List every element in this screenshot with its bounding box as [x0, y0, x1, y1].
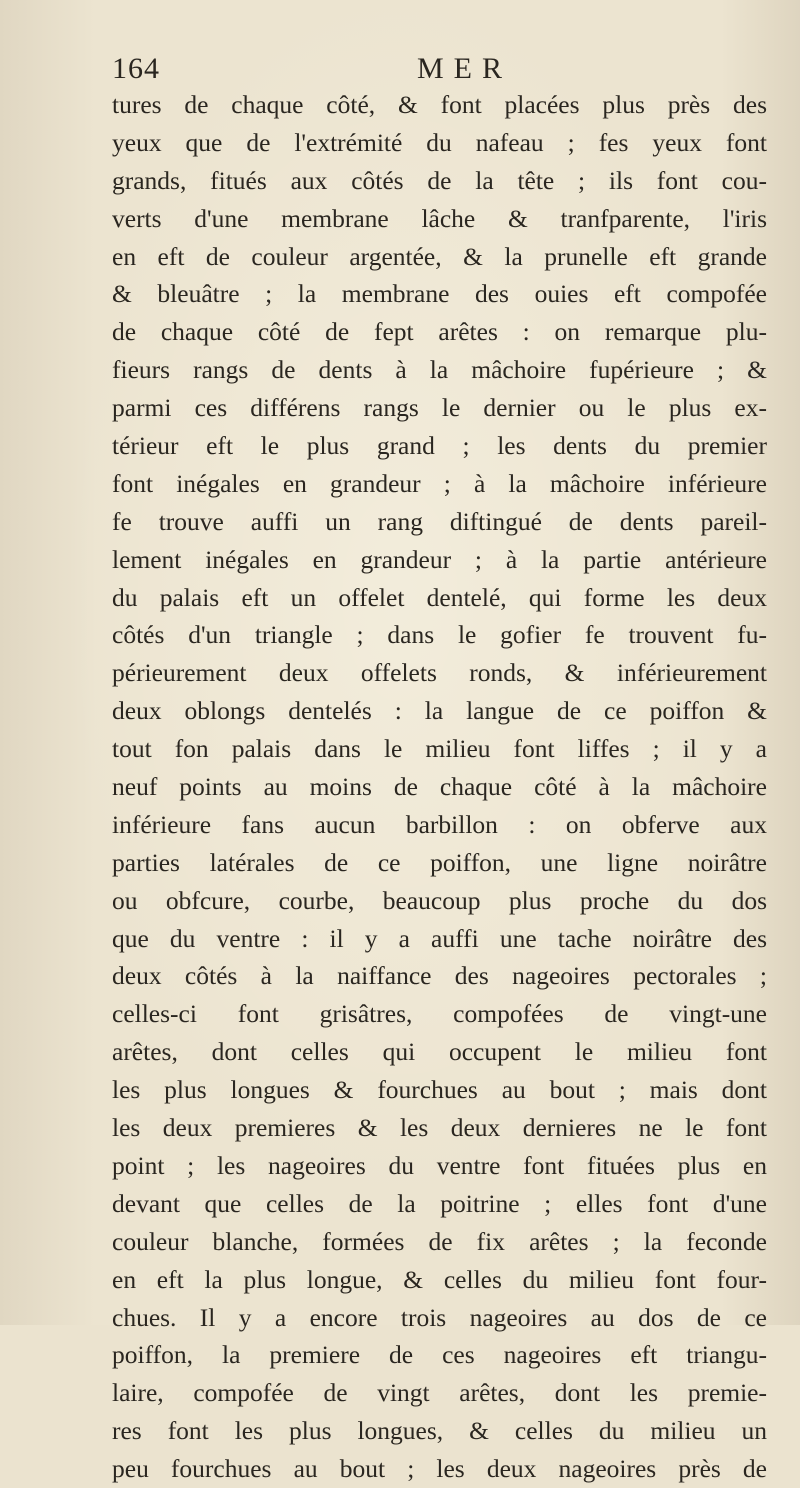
text-line: neuf points au moins de chaque côté à la mâchoire [112, 772, 767, 802]
text-line: couleur blanche, formées de fix arêtes ; la feconde [112, 1226, 767, 1256]
text-line: parties latérales de ce poiffon, une ligne noirâtre [112, 847, 767, 877]
text-line: ou obfcure, courbe, beaucoup plus proche du dos [112, 885, 767, 915]
text-line: laire, compofée de vingt arêtes, dont les premie- [112, 1378, 767, 1408]
text-line: devant que celles de la poitrine ; elles font d'une [112, 1188, 767, 1218]
text-line: lement inégales en grandeur ; à la partie antérieure [112, 544, 767, 574]
text-line: les plus longues & fourchues au bout ; mais dont [112, 1075, 767, 1105]
text-line: verts d'une membrane lâche & tranfparente, l'iris [112, 203, 767, 233]
text-line: yeux que de l'extrémité du nafeau ; fes yeux font [112, 127, 767, 157]
text-line: périeurement deux offelets ronds, & inférieurement [112, 658, 767, 688]
text-line: peu fourchues au bout ; les deux nageoires près de [112, 1454, 767, 1484]
text-line: de chaque côté de fept arêtes : on remarque plu- [112, 317, 767, 347]
text-line: côtés d'un triangle ; dans le gofier fe trouvent fu- [112, 620, 767, 650]
text-line: & bleuâtre ; la membrane des ouies eft compofée [112, 279, 767, 309]
text-line: grands, fitués aux côtés de la tête ; ils font cou- [112, 165, 767, 195]
text-line: tout fon palais dans le milieu font liffes ; il y a [112, 734, 767, 764]
text-line: parmi ces différens rangs le dernier ou le plus ex- [112, 393, 767, 423]
text-line: arêtes, dont celles qui occupent le milieu font [112, 1037, 767, 1067]
text-line: deux côtés à la naiffance des nageoires pectorales ; [112, 961, 767, 991]
text-line: chues. Il y a encore trois nageoires au dos de ce [112, 1302, 767, 1332]
text-line: térieur eft le plus grand ; les dents du premier [112, 431, 767, 461]
text-line: fe trouve auffi un rang diftingué de dents pareil- [112, 506, 767, 536]
body-text [112, 86, 767, 1488]
text-line: fieurs rangs de dents à la mâchoire fupérieure ; & [112, 355, 767, 385]
text-line: en eft de couleur argentée, & la prunelle eft grande [112, 241, 767, 271]
text-line: en eft la plus longue, & celles du milieu font four- [112, 1264, 767, 1294]
text-line: celles-ci font grisâtres, compofées de vingt-une [112, 999, 767, 1029]
text-line: res font les plus longues, & celles du milieu un [112, 1416, 767, 1446]
text-line: point ; les nageoires du ventre font fituées plus en [112, 1150, 767, 1180]
running-head-title: MER [417, 52, 513, 85]
text-line: deux oblongs dentelés : la langue de ce poiffon & [112, 696, 767, 726]
text-line: font inégales en grandeur ; à la mâchoire inférieure [112, 468, 767, 498]
text-line: du palais eft un offelet dentelé, qui forme les deux [112, 582, 767, 612]
text-line: tures de chaque côté, & font placées plus près des [112, 90, 767, 119]
page-number: 164 [112, 52, 160, 85]
text-line: poiffon, la premiere de ces nageoires eft triangu- [112, 1340, 767, 1370]
text-line: les deux premieres & les deux dernieres ne le font [112, 1113, 767, 1143]
text-line: que du ventre : il y a auffi une tache noirâtre des [112, 923, 767, 953]
text-line: inférieure fans aucun barbillon : on obferve aux [112, 809, 767, 839]
